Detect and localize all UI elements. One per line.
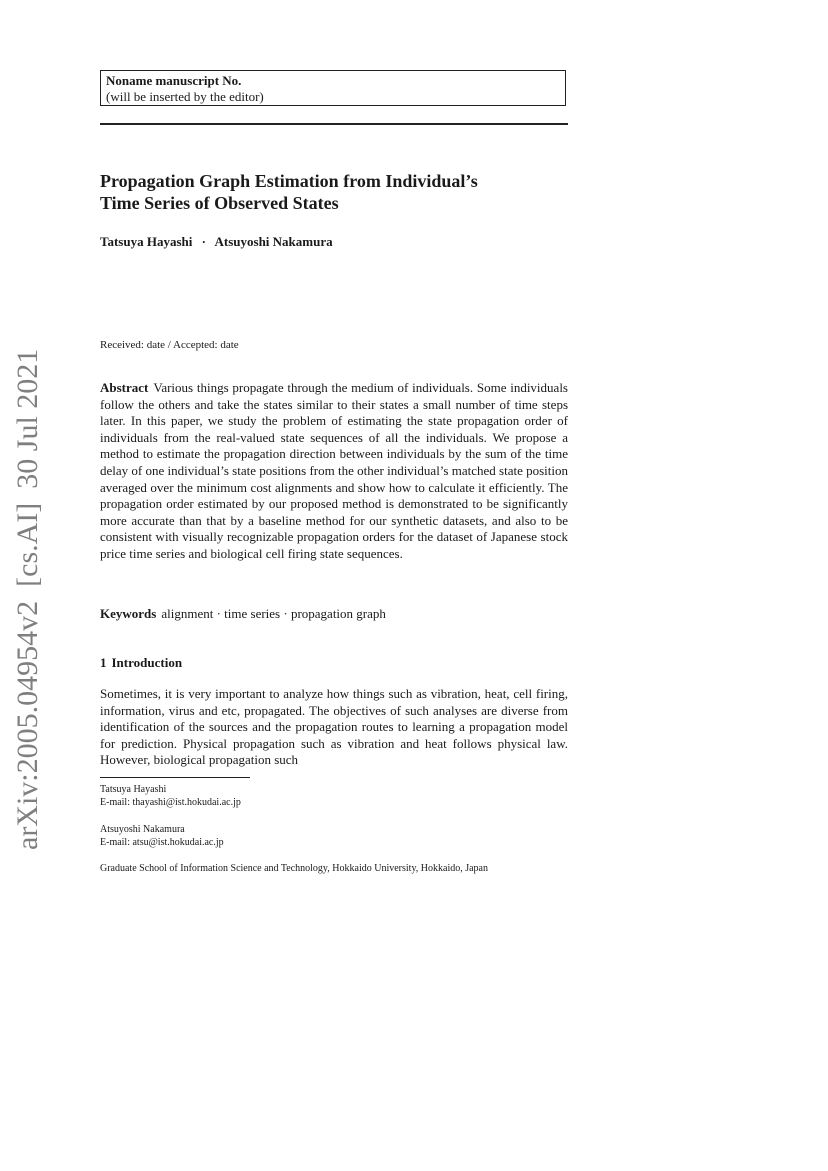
- section-title: Introduction: [111, 655, 183, 670]
- title-line-2: Time Series of Observed States: [100, 193, 339, 213]
- section-heading: [100, 655, 182, 671]
- author-name: Tatsuya Hayashi: [100, 234, 193, 249]
- abstract-text: Various things propagate through the medium of individuals. Some individuals follow the others and take the states similar to their states a small number of time steps later. In this paper, we study the problem of estimating the state propagation order of individuals from the real-valued state sequences of all the individuals. We propose a method to estimate the propagation direction between individuals by the sum of the time delay of one individual’s state positions from the other individual’s matched state position averaged over the minimum cost alignments and show how to calculate it efficiently. The propagation order estimated by our proposed method is demonstrated to be significantly more accurate than that by a baseline method for our synthetic datasets, and also to be consistent with visually recognizable propagation orders for the dataset of Japanese stock price time series and biological cell firing state sequences.: [100, 380, 568, 561]
- arxiv-id: arXiv:2005.04954v2: [11, 600, 44, 850]
- footnote-author-email: E-mail: atsu@ist.hokudai.ac.jp: [100, 837, 224, 848]
- editor-note: (will be inserted by the editor): [106, 89, 264, 104]
- footnote-author-2: [100, 823, 568, 849]
- received-date: Received: date / Accepted: date: [100, 339, 239, 351]
- abstract: [100, 380, 568, 563]
- footnote-author-name: Atsuyoshi Nakamura: [100, 824, 185, 835]
- footnote-author-1: [100, 783, 568, 809]
- arxiv-date: 30 Jul 2021: [11, 348, 44, 489]
- editor-info-box: [100, 70, 566, 106]
- footnote-rule: [100, 777, 250, 778]
- keywords-label: Keywords: [100, 606, 157, 621]
- arxiv-category: [cs.AI]: [11, 502, 44, 587]
- author-name: Atsuyoshi Nakamura: [214, 234, 333, 249]
- title-line-1: Propagation Graph Estimation from Individual’s: [100, 171, 478, 191]
- author-list: [100, 234, 333, 250]
- footnote-affiliation: Graduate School of Information Science and Technology, Hokkaido University, Hokkaido, Japan: [100, 863, 488, 874]
- introduction-paragraph: Sometimes, it is very important to analyze how things such as vibration, heat, cell firing, information, virus and etc, propagated. The objectives of such analyses are diverse from identification of the sources and the propagation routes to learning a propagation model for prediction. Physical propagation such as vibration and heat follows physical law. However, biological propagation such: [100, 686, 568, 768]
- author-separator: ·: [201, 234, 206, 249]
- section-number: 1: [100, 655, 107, 670]
- footnote-author-email: E-mail: thayashi@ist.hokudai.ac.jp: [100, 797, 241, 808]
- keywords-text: alignment · time series · propagation graph: [161, 606, 386, 621]
- arxiv-stamp: [6, 348, 50, 850]
- abstract-label: Abstract: [100, 380, 149, 395]
- paper-title: [100, 170, 580, 214]
- footnote-author-name: Tatsuya Hayashi: [100, 784, 167, 795]
- manuscript-number: Noname manuscript No.: [106, 73, 242, 88]
- header-rule: [100, 123, 568, 125]
- keywords: [100, 606, 568, 622]
